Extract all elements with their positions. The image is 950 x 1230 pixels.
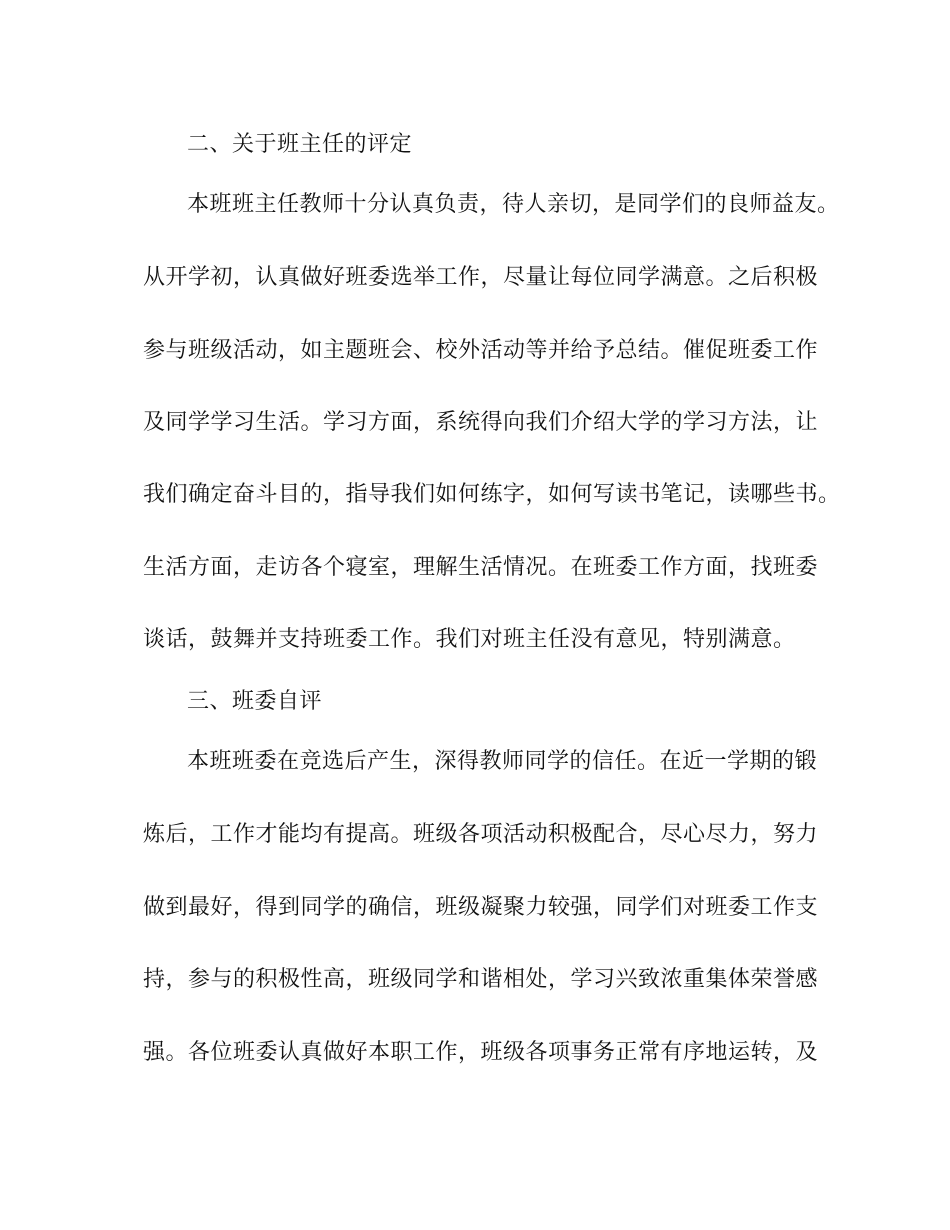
section-heading-head-teacher: 二、关于班主任的评定	[187, 132, 413, 157]
paragraph-line: 谈话，鼓舞并支持班委工作。我们对班主任没有意见，特别满意。	[143, 627, 796, 652]
paragraph-line: 本班班主任教师十分认真负责，待人亲切，是同学们的良师益友。	[187, 192, 840, 217]
paragraph-line: 本班班委在竞选后产生，深得教师同学的信任。在近一学期的锻	[187, 749, 818, 774]
paragraph-line: 炼后，工作才能均有提高。班级各项活动积极配合，尽心尽力，努力	[143, 822, 819, 847]
paragraph-line: 生活方面，走访各个寝室，理解生活情况。在班委工作方面，找班委	[143, 555, 819, 580]
paragraph-line: 强。各位班委认真做好本职工作，班级各项事务正常有序地运转，及	[143, 1040, 819, 1065]
paragraph-line: 持，参与的积极性高，班级同学和谐相处，学习兴致浓重集体荣誉感	[143, 967, 819, 992]
section-heading-committee: 三、班委自评	[187, 689, 323, 714]
paragraph-line: 参与班级活动，如主题班会、校外活动等并给予总结。催促班委工作	[143, 338, 819, 363]
paragraph-line: 从开学初，认真做好班委选举工作，尽量让每位同学满意。之后积极	[143, 265, 819, 290]
paragraph-line: 我们确定奋斗目的，指导我们如何练字，如何写读书笔记，读哪些书。	[143, 482, 841, 507]
paragraph-line: 做到最好，得到同学的确信，班级凝聚力较强，同学们对班委工作支	[143, 895, 819, 920]
paragraph-line: 及同学学习生活。学习方面，系统得向我们介绍大学的学习方法，让	[143, 410, 819, 435]
